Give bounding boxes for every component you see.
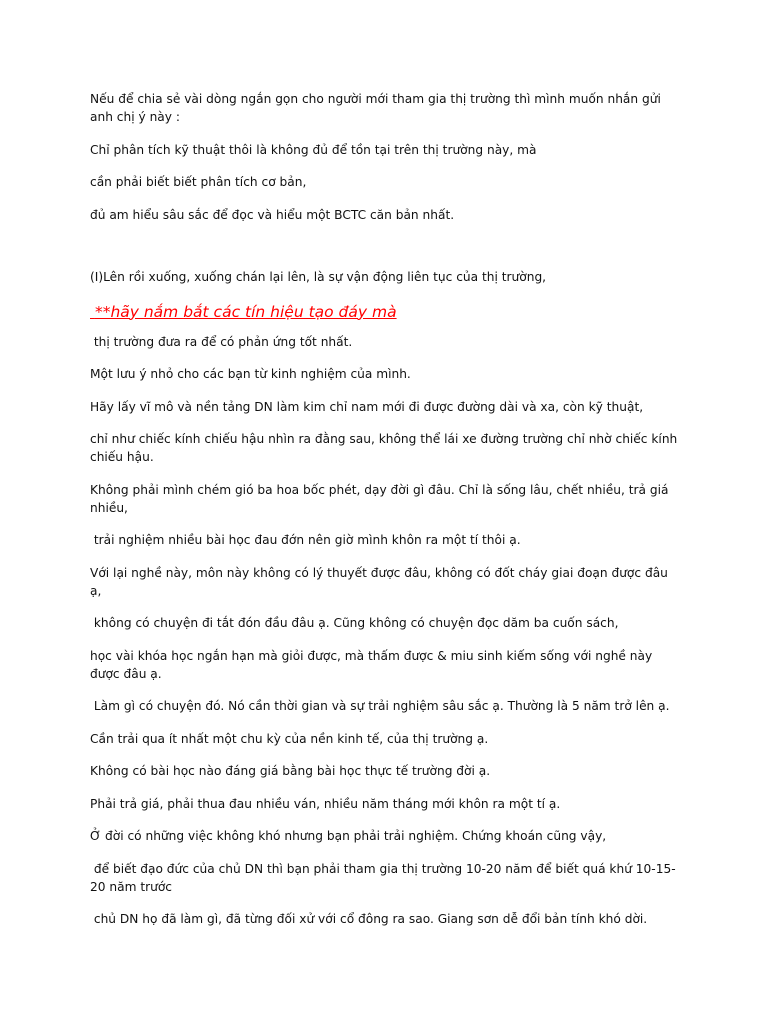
paragraph-technical-analysis: Chỉ phân tích kỹ thuật thôi là không đủ để tồn tại trên thị trường này, mà [90, 142, 537, 157]
paragraph-macro-compass: Hãy lấy vĩ mô và nền tảng DN làm kim chỉ nam mới đi được đường dài và xa, còn kỹ thuật, [90, 399, 644, 414]
paragraph-rearview-mirror: chỉ như chiếc kính chiếu hậu nhìn ra đằng sau, không thể lái xe đường trường chỉ nhờ chiếc kính chiếu hậu. [90, 432, 682, 464]
paragraph-market-movement: (I)Lên rồi xuống, xuống chán lại lên, là sự vận động liên tục của thị trường, [90, 270, 547, 284]
paragraph-market-reaction: thị trường đưa ra để có phản ứng tốt nhất. [90, 334, 353, 349]
paragraph-time-needed: Làm gì có chuyện đó. Nó cần thời gian và sự trải nghiệm sâu sắc ạ. Thường là 5 năm trở lên ạ. [90, 699, 670, 713]
paragraph-fundamental-analysis: cần phải biết biết phân tích cơ bản, [90, 175, 307, 189]
paragraph-paid-price: Không phải mình chém gió ba hoa bốc phét, dạy đời gì đâu. Chỉ là sống lâu, chết nhiều, trả giá nhiều, [90, 482, 673, 515]
paragraph-experience-note: Một lưu ý nhỏ cho các bạn từ kinh nghiệm của mình. [90, 367, 411, 381]
paragraph-economic-cycle: Cần trải qua ít nhất một chu kỳ của nền kinh tế, của thị trường ạ. [90, 731, 489, 746]
paragraph-painful-lessons: trải nghiệm nhiều bài học đau đớn nên giờ mình khôn ra một tí thôi ạ. [90, 533, 521, 547]
paragraph-financial-statements: đủ am hiểu sâu sắc để đọc và hiểu một BCTC căn bản nhất. [90, 207, 455, 222]
paragraph-no-shortcuts: không có chuyện đi tắt đón đầu đâu ạ. Cũng không có chuyện đọc dăm ba cuốn sách, [90, 616, 619, 630]
paragraph-no-theory: Với lại nghề này, môn này không có lý thuyết được đâu, không có đốt cháy giai đoạn được đâu ạ, [90, 565, 672, 598]
document-body [90, 90, 680, 943]
paragraph-experience-required: Ở đời có những việc không khó nhưng bạn phải trải nghiệm. Chứng khoán cũng vậy, [90, 829, 607, 843]
paragraph-intro: Nếu để chia sẻ vài dòng ngắn gọn cho người mới tham gia thị trường thì mình muốn nhắn gửi anh chị ý này : [90, 92, 665, 124]
paragraph-spacer [90, 238, 680, 268]
highlighted-bottom-signal-text: **hãy nắm bắt các tín hiệu tạo đáy mà [90, 302, 397, 321]
paragraph-losses: Phải trả giá, phải thua đau nhiều ván, nhiều năm tháng mới khôn ra một tí ạ. [90, 796, 561, 811]
paragraph-shareholder-treatment: chủ DN họ đã làm gì, đã từng đối xử với cổ đông ra sao. Giang sơn dễ đổi bản tính khó dời. [90, 912, 648, 926]
paragraph-owner-ethics: để biết đạo đức của chủ DN thì bạn phải tham gia thị trường 10-20 năm để biết quá khứ 10-15-20 năm trước [90, 861, 676, 894]
paragraph-real-life-lesson: Không có bài học nào đáng giá bằng bài học thực tế trường đời ạ. [90, 764, 491, 778]
paragraph-short-courses: học vài khóa học ngắn hạn mà giỏi được, mà thấm được & miu sinh kiếm sống với nghề này được đâu ạ. [90, 648, 657, 681]
